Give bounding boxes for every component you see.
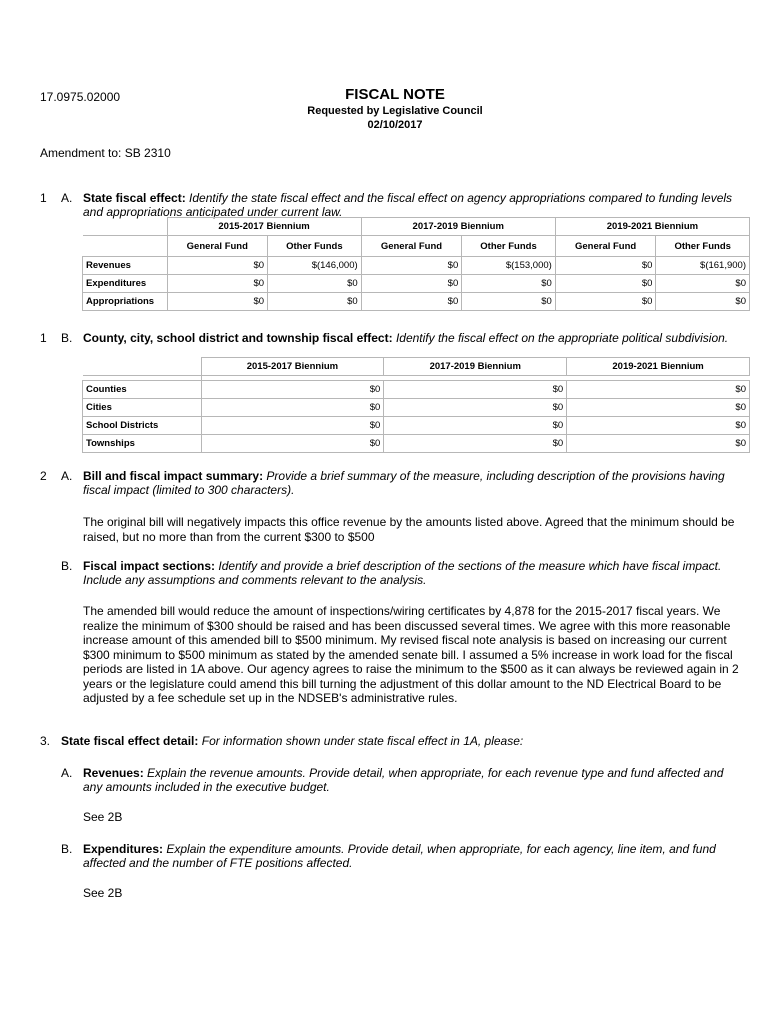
row-label: Townships	[83, 435, 202, 453]
title-block	[0, 86, 770, 132]
table-corner	[83, 358, 202, 376]
section-3-heading	[40, 734, 750, 750]
row-label: School Districts	[83, 417, 202, 435]
biennium-header: 2015-2017 Biennium	[167, 218, 361, 236]
biennium-header: 2019-2021 Biennium	[555, 218, 749, 236]
expenditures-text: See 2B	[83, 886, 123, 900]
table-cell: $0	[567, 381, 750, 399]
table-cell: $(161,900)	[656, 257, 750, 275]
table-cell: $0	[656, 275, 750, 293]
biennium-header: 2017-2019 Biennium	[361, 218, 555, 236]
table-corner	[83, 218, 168, 236]
table-cell: $0	[567, 399, 750, 417]
table-cell: $0	[384, 399, 567, 417]
biennium-header: 2017-2019 Biennium	[384, 358, 567, 376]
section-letter: B.	[61, 559, 73, 573]
fund-header: General Fund	[167, 236, 268, 257]
table-corner	[83, 236, 168, 257]
table-row	[83, 399, 750, 417]
table-cell: $0	[656, 293, 750, 311]
page-date: 02/10/2017	[367, 119, 423, 131]
section-1b-heading	[40, 331, 750, 359]
table-cell: $0	[361, 257, 462, 275]
fund-header: General Fund	[555, 236, 656, 257]
table-row	[83, 257, 750, 275]
section-heading: Fiscal impact sections:	[83, 559, 216, 573]
section-heading: County, city, school district and township fiscal effect:	[83, 331, 393, 345]
biennium-header: 2015-2017 Biennium	[201, 358, 384, 376]
fiscal-impact-text: The amended bill would reduce the amount of inspections/wiring certificates by 4,878 for the 2015-2017 fiscal years. We realize the minimum of $300 should be raised and has been discussed several times. We agree with this more reasonable increase amount of this amended bill to $500 minimum. My revised fiscal note analysis is based on increasing our current $300 minimum to $500 minimum as stated by the amended senate bill. I assumed a 5% increase in work load for the fiscal periods are listed in 1A above. Our agency agrees to raise the minimum to the $500 as it can always be reviewed again in 2 years or the legislature could amend this bill turning the adjustment of this dollar amount to the ND Electrical Board to be adjusted by a fee schedule set up in the NDSEB's administrative rules.	[83, 604, 739, 705]
section-number: 3.	[40, 734, 51, 748]
table-row	[83, 275, 750, 293]
table-cell: $0	[462, 275, 556, 293]
section-3a-heading	[40, 766, 750, 796]
fund-header: Other Funds	[462, 236, 556, 257]
section-instruction: Identify and provide a brief description of the sections of the measure which have fiscal impact. Include any assumptions and comments relevant to the analysis.	[83, 559, 722, 587]
section-heading: Bill and fiscal impact summary:	[83, 469, 264, 483]
table-row	[83, 381, 750, 399]
document-number: 17.0975.02000	[40, 90, 121, 104]
table-cell: $0	[167, 293, 268, 311]
fund-header: Other Funds	[268, 236, 362, 257]
section-number: 1	[40, 331, 47, 345]
table-cell: $0	[361, 293, 462, 311]
biennium-header: 2019-2021 Biennium	[567, 358, 750, 376]
section-heading: Expenditures:	[83, 842, 164, 856]
table-cell: $0	[555, 275, 656, 293]
section-number: 2	[40, 469, 47, 483]
political-subdivision-table	[82, 357, 750, 453]
table-cell: $0	[201, 399, 384, 417]
table-cell: $0	[384, 417, 567, 435]
table-cell: $0	[268, 293, 362, 311]
fund-header: General Fund	[361, 236, 462, 257]
summary-text: The original bill will negatively impacts this office revenue by the amounts listed above. Agreed that the minimum should be raised, but no more than from the current $300 to $500	[83, 515, 735, 544]
revenues-text: See 2B	[83, 810, 123, 824]
section-heading: Revenues:	[83, 766, 144, 780]
row-label: Expenditures	[83, 275, 168, 293]
table-row	[83, 435, 750, 453]
table-cell: $0	[555, 293, 656, 311]
page-title: FISCAL NOTE	[345, 86, 445, 103]
table-cell: $0	[361, 275, 462, 293]
table-cell: $0	[384, 435, 567, 453]
table-cell: $(153,000)	[462, 257, 556, 275]
table-row	[83, 417, 750, 435]
section-2a-heading	[40, 469, 750, 499]
page-subtitle: Requested by Legislative Council	[307, 105, 483, 117]
amendment-line: Amendment to: SB 2310	[40, 146, 171, 160]
section-instruction: For information shown under state fiscal effect in 1A, please:	[201, 734, 524, 748]
state-fiscal-effect-table	[82, 217, 750, 311]
table-cell: $0	[555, 257, 656, 275]
table-cell: $0	[384, 381, 567, 399]
section-3b-heading	[40, 842, 750, 872]
section-instruction: Identify the fiscal effect on the appropriate political subdivision.	[395, 331, 729, 345]
section-letter: A.	[61, 766, 73, 780]
section-number: 1	[40, 191, 47, 205]
row-label: Counties	[83, 381, 202, 399]
table-cell: $0	[201, 435, 384, 453]
table-cell: $0	[167, 257, 268, 275]
fund-header: Other Funds	[656, 236, 750, 257]
table-cell: $0	[201, 381, 384, 399]
section-heading: State fiscal effect detail:	[61, 734, 199, 748]
row-label: Revenues	[83, 257, 168, 275]
table-row	[83, 293, 750, 311]
section-letter: A.	[61, 469, 73, 483]
row-label: Cities	[83, 399, 202, 417]
section-heading: State fiscal effect:	[83, 191, 186, 205]
section-instruction: Provide a brief summary of the measure, including description of the provisions having fiscal impact (limited to 300 characters).	[83, 469, 725, 497]
table-cell: $0	[201, 417, 384, 435]
table-cell: $0	[167, 275, 268, 293]
row-label: Appropriations	[83, 293, 168, 311]
section-instruction: Explain the revenue amounts. Provide detail, when appropriate, for each revenue type and fund affected and any amounts included in the executive budget.	[83, 766, 724, 794]
section-letter: A.	[61, 191, 73, 205]
table-cell: $0	[567, 435, 750, 453]
section-letter: B.	[61, 331, 73, 345]
table-cell: $0	[268, 275, 362, 293]
section-2b-heading	[40, 559, 750, 589]
table-cell: $0	[567, 417, 750, 435]
table-cell: $(146,000)	[268, 257, 362, 275]
section-instruction: Explain the expenditure amounts. Provide detail, when appropriate, for each agency, line item, and fund affected and the number of FTE positions affected.	[83, 842, 716, 870]
section-instruction: Identify the state fiscal effect and the fiscal effect on agency appropriations compared to funding levels and appropriations anticipated under current law.	[83, 191, 733, 219]
section-1a-heading	[40, 191, 750, 219]
table-cell: $0	[462, 293, 556, 311]
section-letter: B.	[61, 842, 73, 856]
